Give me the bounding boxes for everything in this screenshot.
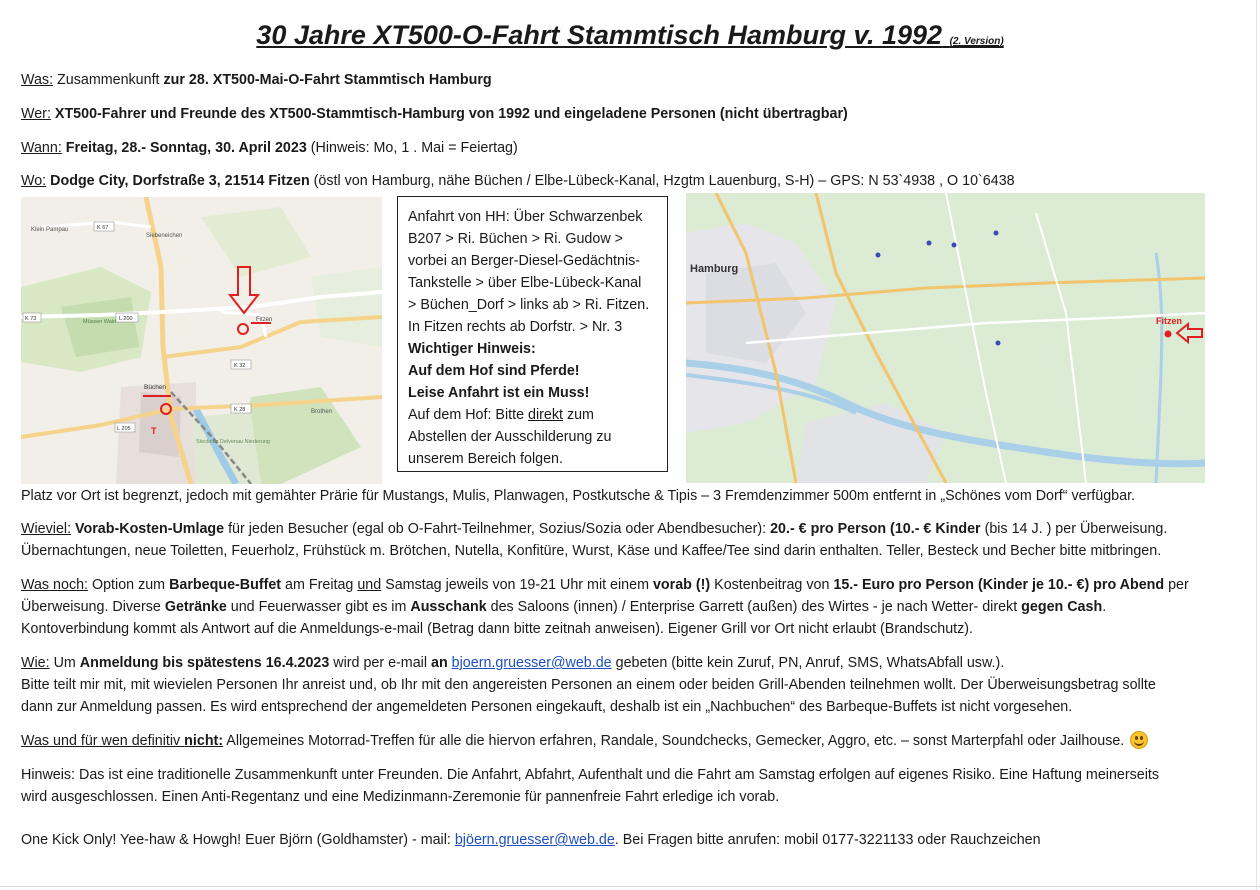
wo-line bbox=[21, 170, 1015, 192]
document-title bbox=[0, 20, 1260, 51]
directions-line: vorbei an Berger-Diesel-Gedächtnis- bbox=[408, 253, 641, 269]
map-label: K 73 bbox=[25, 316, 37, 322]
page-edge-right bbox=[1256, 0, 1257, 890]
nicht-line bbox=[21, 730, 1148, 752]
footer-text: . Bei Fragen bitte anrufen: mobil 0177-3221133 oder Rauchzeichen bbox=[614, 832, 1041, 848]
hof-direkt: direkt bbox=[528, 407, 563, 423]
wasnoch-bold: Getränke bbox=[164, 599, 227, 615]
wasnoch-text: am Freitag bbox=[281, 577, 358, 593]
smiley-icon bbox=[1130, 731, 1148, 749]
wasnoch-bold: Barbeque-Buffet bbox=[169, 577, 282, 593]
map-hamburg-region bbox=[686, 193, 1205, 483]
wieviel-line-2: Übernachtungen, neue Toiletten, Feuerholz, Frühstück m. Brötchen, Nutella, Konfitüre, Wurst, Käse und Kaffee/Tee sind darin enthalten. Teller, Besteck und Becher bitte mitbringen. bbox=[21, 543, 1162, 559]
directions-box bbox=[397, 196, 668, 472]
directions-line: Anfahrt von HH: Über Schwarzenbek bbox=[408, 209, 643, 225]
wasnoch-text: Kostenbeitrag von bbox=[710, 577, 834, 593]
map-label: Klein Pampau bbox=[31, 227, 69, 233]
nicht-text: Allgemeines Motorrad-Treffen für alle die hiervon erfahren, Randale, Soundchecks, Gemecker, Aggro, etc. – sonst Marterpfahl oder Jailhouse. bbox=[223, 733, 1129, 749]
wieviel-text-1: für jeden Besucher (egal ob O-Fahrt-Teilnehmer, Sozius/Sozia oder Abendbesucher): bbox=[224, 521, 771, 537]
footer-text: One Kick Only! Yee-haw & Howgh! Euer Björn (Goldhamster) - mail: bbox=[21, 832, 455, 848]
wie-line-2: Bitte teilt mir mit, mit wievielen Personen Ihr anreist und, ob Ihr mit den angereisten Personen an einem oder beiden Grill-Abenden teilnehmen wollt. Der Überweisungsbetrag sollte bbox=[21, 677, 1156, 693]
wasnoch-text: Option zum bbox=[88, 577, 170, 593]
wasnoch-bold: gegen Cash bbox=[1021, 599, 1103, 615]
wann-line bbox=[21, 137, 518, 159]
wieviel-bold-1: Vorab-Kosten-Umlage bbox=[75, 521, 225, 537]
wer-bold: XT500-Fahrer und Freunde des XT500-Stammtisch-Hamburg von 1992 und eingeladene Personen (nicht übertragbar) bbox=[54, 106, 848, 122]
footer-line bbox=[21, 829, 1041, 851]
map-buechen-detail bbox=[21, 197, 382, 484]
wasnoch-text: per bbox=[1164, 577, 1189, 593]
hinweis-line-1: Hinweis: Das ist eine traditionelle Zusammenkunft unter Freunden. Die Anfahrt, Abfahrt, Aufenthalt und die Fahrt am Samstag erfolgen auf eigenes Risiko. Eine Haftung meinerseits bbox=[21, 767, 1160, 783]
directions-line: Abstellen der Ausschilderung zu bbox=[408, 429, 612, 445]
map-label: Stecknitz Delvenau Niederung bbox=[196, 439, 270, 445]
wie-bold: an bbox=[431, 655, 452, 671]
wie-line-3: dann zur Anmeldung passen. Es wird entsprechend der angemeldeten Personen eingekauft, deshalb ist ein „Nachbuchen“ des Barbeque-Buffets ist nicht vorgesehen. bbox=[21, 699, 1073, 715]
wie-text: Um bbox=[49, 655, 80, 671]
wie-line-1 bbox=[21, 652, 1004, 674]
map-label: K 28 bbox=[234, 407, 246, 413]
wo-text: (östl von Hamburg, nähe Büchen / Elbe-Lübeck-Kanal, Hzgtm Lauenburg, S-H) – GPS: N 53`4938 , O 10`6438 bbox=[309, 173, 1015, 189]
hinweis-line-2: wird ausgeschlossen. Einen Anti-Regentanz und eine Medizinmann-Zeremonie für pannenfreie Fahrt erledige ich vorab. bbox=[21, 789, 780, 805]
wasnoch-text: des Saloons (innen) / Enterprise Garrett (außen) des Wirtes - je nach Wetter- direkt bbox=[486, 599, 1022, 615]
wann-text: (Hinweis: Mo, 1 . Mai = Feiertag) bbox=[306, 140, 518, 156]
wo-label: Wo: bbox=[21, 173, 47, 189]
map-label-t: T bbox=[151, 426, 157, 436]
title-version: (2. Version) bbox=[949, 36, 1004, 47]
footer-email-link[interactable]: bjöern.gruesser@web.de bbox=[454, 832, 615, 848]
map-label-fitzen: Fitzen bbox=[1156, 316, 1182, 326]
wer-label: Wer: bbox=[21, 106, 51, 122]
nicht-label bbox=[21, 733, 223, 749]
was-label: Was: bbox=[21, 72, 54, 88]
wasnoch-und: und bbox=[357, 577, 382, 593]
wasnoch-text: . bbox=[1102, 599, 1107, 615]
wasnoch-bold: 15.- Euro pro Person (Kinder je 10.- €) pro Abend bbox=[833, 577, 1165, 593]
wasnoch-line-1 bbox=[21, 574, 1189, 596]
map-label: Büchen bbox=[144, 384, 167, 391]
wieviel-line-1 bbox=[21, 518, 1167, 540]
wann-bold: Freitag, 28.- Sonntag, 30. April 2023 bbox=[65, 140, 307, 156]
wieviel-bold-2: 20.- € pro Person (10.- € Kinder bbox=[770, 521, 981, 537]
wieviel-text-2: (bis 14 J. ) per Überweisung. bbox=[980, 521, 1168, 537]
map-label: Siebeneichen bbox=[146, 233, 183, 239]
map-label: L 200 bbox=[119, 316, 133, 322]
map-label: L 205 bbox=[117, 426, 131, 432]
was-text: Zusammenkunft bbox=[57, 72, 164, 88]
wasnoch-line-2 bbox=[21, 596, 1106, 618]
wie-text: gebeten (bitte kein Zuruf, PN, Anruf, SMS, WhatsAbfall usw.). bbox=[611, 655, 1005, 671]
wasnoch-bold: vorab (!) bbox=[652, 577, 711, 593]
map-label: Fitzen bbox=[256, 317, 273, 323]
directions-line: > Büchen_Dorf > links ab > Ri. Fitzen. bbox=[408, 297, 650, 313]
directions-line: unserem Bereich folgen. bbox=[408, 451, 563, 467]
directions-line: Tankstelle > über Elbe-Lübeck-Kanal bbox=[408, 275, 642, 291]
wie-text: wird per e-mail bbox=[329, 655, 431, 671]
directions-hof-line bbox=[408, 404, 657, 426]
nicht-label-pre: Was und für wen definitiv bbox=[21, 733, 185, 749]
wasnoch-bold: Ausschank bbox=[410, 599, 487, 615]
map-label: K 32 bbox=[234, 363, 246, 369]
hof-post: zum bbox=[562, 407, 594, 423]
wieviel-label: Wieviel: bbox=[21, 521, 72, 537]
page-edge-bottom bbox=[0, 886, 1260, 887]
hof-pre: Auf dem Hof: Bitte bbox=[408, 407, 528, 423]
map-label: K 67 bbox=[97, 225, 109, 231]
directions-line: In Fitzen rechts ab Dorfstr. > Nr. 3 bbox=[408, 319, 623, 335]
wasnoch-text: Samstag jeweils von 19-21 Uhr mit einem bbox=[381, 577, 653, 593]
wie-label: Wie: bbox=[21, 655, 50, 671]
was-bold: zur 28. XT500-Mai-O-Fahrt Stammtisch Hamburg bbox=[163, 72, 492, 88]
fitzen-location-dot bbox=[1165, 331, 1172, 338]
email-link[interactable]: bjoern.gruesser@web.de bbox=[451, 655, 612, 671]
wo-bold: Dodge City, Dorfstraße 3, 21514 Fitzen bbox=[50, 173, 310, 189]
wasnoch-label: Was noch: bbox=[21, 577, 89, 593]
warning-quiet: Leise Anfahrt ist ein Muss! bbox=[408, 385, 590, 401]
title-main: 30 Jahre XT500-O-Fahrt Stammtisch Hamburg v. 1992 bbox=[256, 20, 943, 50]
wer-line bbox=[21, 103, 848, 125]
map-label: Brothen bbox=[311, 409, 333, 415]
was-line bbox=[21, 69, 492, 91]
map-label: Müssen Wald bbox=[83, 319, 117, 325]
directions-line: B207 > Ri. Büchen > Ri. Gudow > bbox=[408, 231, 623, 247]
nicht-label-bold: nicht: bbox=[184, 733, 224, 749]
warning-heading: Wichtiger Hinweis: bbox=[408, 341, 536, 357]
wie-bold: Anmeldung bis spätestens 16.4.2023 bbox=[79, 655, 330, 671]
wasnoch-line-3: Kontoverbindung kommt als Antwort auf die Anmeldungs-e-mail (Betrag dann bitte zeitnah anweisen). Eigener Grill vor Ort nicht erlaubt (Brandschutz). bbox=[21, 621, 974, 637]
wasnoch-text: Überweisung. Diverse bbox=[21, 599, 165, 615]
warning-horses: Auf dem Hof sind Pferde! bbox=[408, 363, 580, 379]
platz-line: Platz vor Ort ist begrenzt, jedoch mit gemähter Prärie für Mustangs, Mulis, Planwagen, Postkutsche & Tipis – 3 Fremdenzimmer 500m entfernt in „Schönes vom Dorf“ verfügbar. bbox=[21, 488, 1136, 504]
map-label-hamburg: Hamburg bbox=[690, 263, 739, 275]
wann-label: Wann: bbox=[21, 140, 62, 156]
wasnoch-text: und Feuerwasser gibt es im bbox=[226, 599, 411, 615]
